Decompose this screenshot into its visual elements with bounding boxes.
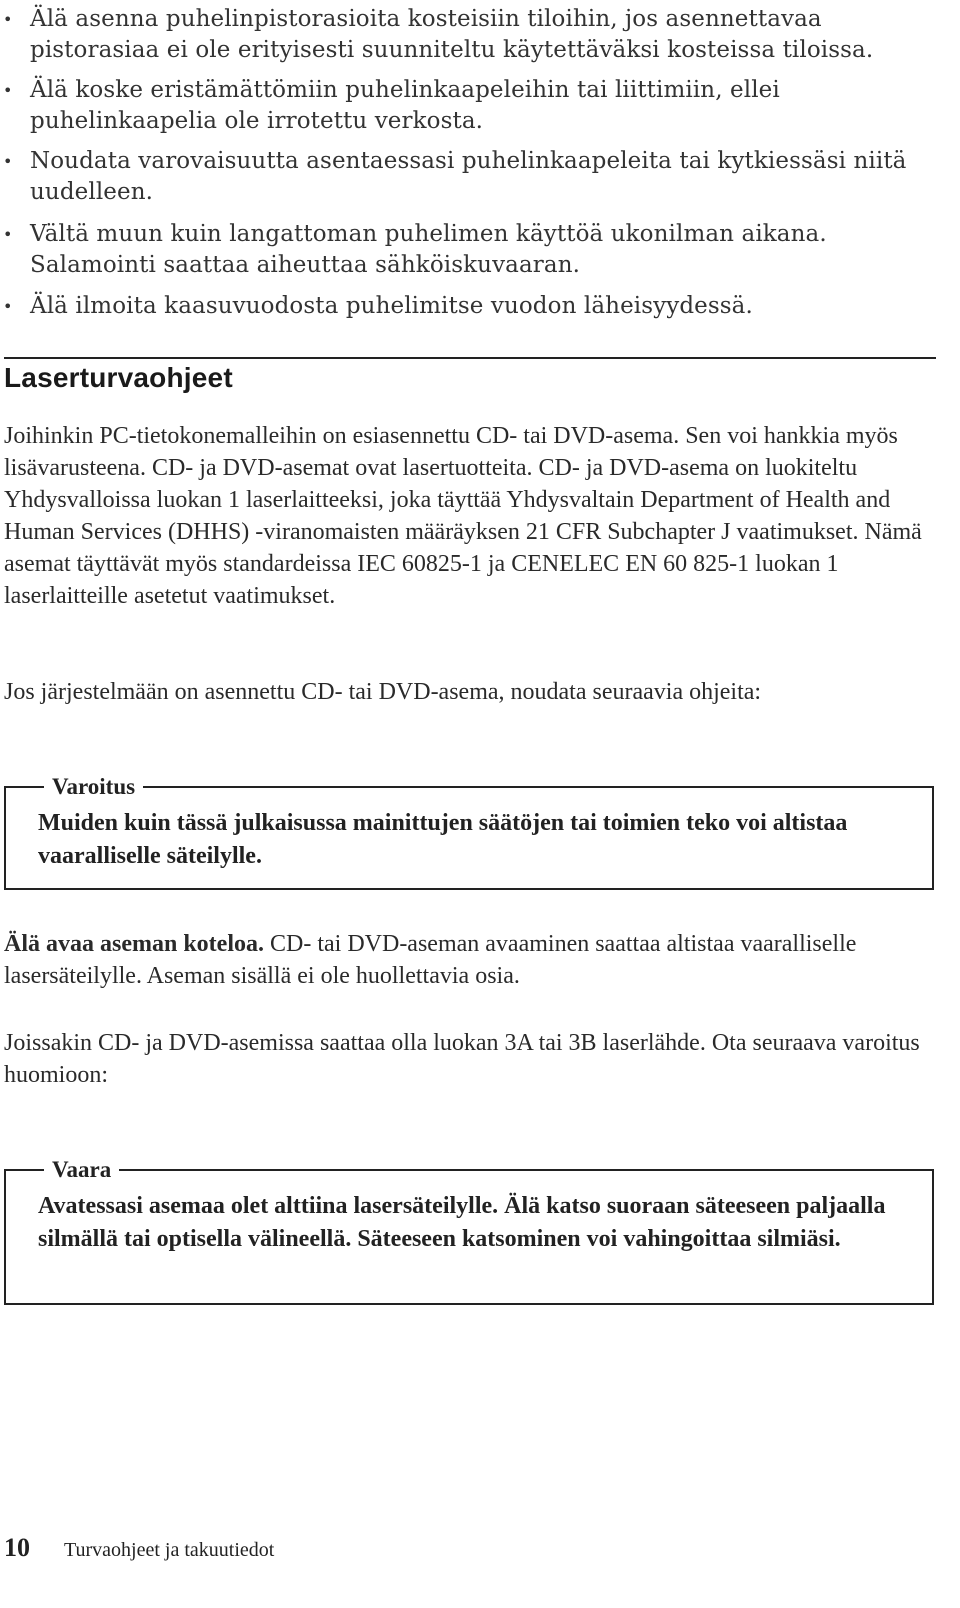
footer-title: Turvaohjeet ja takuutiedot [64, 1539, 275, 1561]
bullet-item [0, 291, 930, 322]
do-not-open-lead: Älä avaa aseman koteloa. [4, 931, 264, 957]
bullet-icon: • [3, 225, 13, 244]
bullet-text: Älä koske eristämättömiin puhelinkaapeleihin tai liittimiin, ellei puhelinkaapelia ole irrotettu verkosta. [30, 77, 780, 134]
danger-label: Vaara [44, 1157, 119, 1183]
bullet-item [0, 219, 930, 281]
danger-text: Avatessasi asemaa olet alttiina lasersäteilylle. Älä katso suoraan säteeseen paljaalla silmällä tai optisella välineellä. Säteeseen katsominen voi vahingoittaa silmiäsi. [38, 1193, 886, 1252]
bullet-text: Vältä muun kuin langattoman puhelimen käyttöä ukonilman aikana. Salamointi saattaa aiheuttaa sähköiskuvaaran. [30, 221, 827, 278]
laser-intro-paragraph: Joihinkin PC-tietokonemalleihin on esiasennettu CD- tai DVD-asema. Sen voi hankkia myös lisävarusteena. CD- ja DVD-asemat ovat lasertuotteita. CD- ja DVD-asema on luokiteltu Yhdysvalloissa luokan 1 laserlaitteeksi, joka täyttää Yhdysvaltain Department of Health and Human Services (DHHS) -viranomaisten määräyksen 21 CFR Subchapter J vaatimukset. Nämä asemat täyttävät myös standardeissa IEC 60825-1 ja CENELEC EN 60 825-1 luokan 1 laserlaitteille asetetut vaatimukset. [4, 423, 922, 609]
bullet-text: Älä asenna puhelinpistorasioita kosteisiin tiloihin, jos asennettavaa pistorasiaa ei ole erityisesti suunniteltu käytettäväksi kosteissa tiloissa. [30, 6, 874, 63]
bullet-item [0, 146, 930, 208]
bullet-text: Älä ilmoita kaasuvuodosta puhelimitse vuodon läheisyydessä. [30, 293, 753, 319]
page-footer [4, 1533, 274, 1563]
bullet-item [0, 75, 930, 137]
section-divider [4, 357, 936, 359]
bullet-item [0, 4, 930, 66]
warning-text: Muiden kuin tässä julkaisussa mainittujen säätöjen tai toimien teko voi altistaa vaaralliselle säteilylle. [38, 810, 848, 869]
bullet-text: Noudata varovaisuutta asentaessasi puhelinkaapeleita tai kytkiessäsi niitä uudelleen. [30, 148, 907, 205]
bullet-icon: • [3, 152, 13, 171]
laser-class-paragraph: Joissakin CD- ja DVD-asemissa saattaa olla luokan 3A tai 3B laserlähde. Ota seuraava varoitus huomioon: [4, 1030, 920, 1088]
do-not-open-text: CD- tai DVD-aseman avaaminen saattaa altistaa vaaralliselle lasersäteilylle. Aseman sisällä ei ole huollettavia osia. [4, 931, 857, 989]
instructions-intro-paragraph: Jos järjestelmään on asennettu CD- tai DVD-asema, noudata seuraavia ohjeita: [4, 679, 762, 705]
bullet-icon: • [3, 10, 13, 29]
bullet-icon: • [3, 81, 13, 100]
section-heading: Laserturvaohjeet [4, 362, 233, 393]
page-number: 10 [4, 1533, 30, 1562]
danger-box [4, 1157, 934, 1305]
do-not-open-paragraph [4, 928, 934, 992]
warning-label: Varoitus [44, 774, 143, 800]
bullet-icon: • [3, 297, 13, 316]
warning-box [4, 774, 934, 890]
